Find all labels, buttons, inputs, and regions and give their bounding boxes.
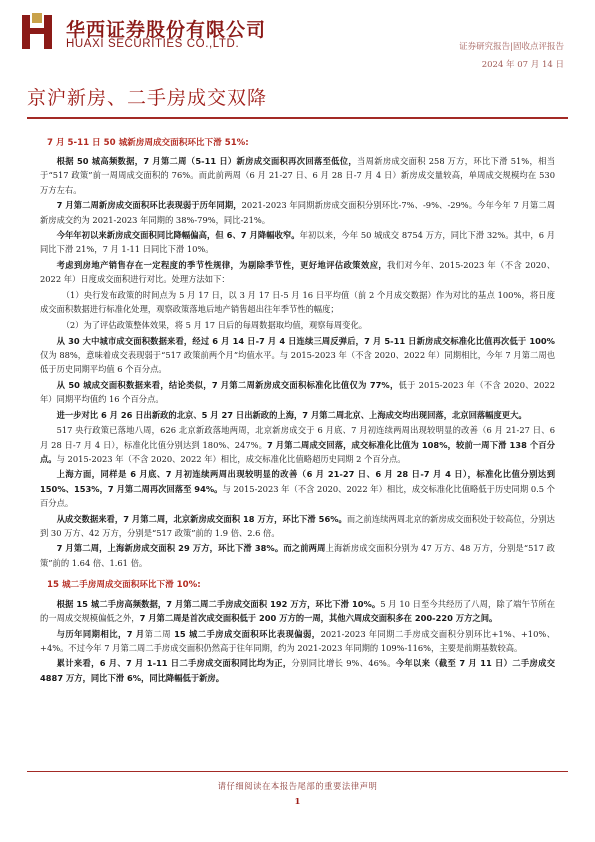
emphasis-text: 7 月第二周是首次成交面积低于 200 万方的一周，其他六周成交面积多在 200-220 万方之间。: [139, 612, 498, 623]
body-text: 与 2015-2023 年（不含 2020、2022 年）相比，成交标准化比值略超历史同期 2 个百分点。: [56, 453, 406, 464]
paragraph: [40, 467, 555, 510]
emphasis-text: 上海方面，同样是 6 月底、7 月初连续两周出现较明显的改善（6 月 21-27 日、6 月 28 日-7 月 4 日），标准化比值分别达到 150%、153%，7 月第二周再次回落至 94%。: [40, 469, 555, 494]
page-title: 京沪新房、二手房成交双降: [27, 87, 268, 109]
paragraph: [40, 656, 555, 684]
report-body: [40, 136, 555, 686]
emphasis-text: 今年年初以来新房成交面积同比降幅偏高，但 6、7 月降幅收窄。: [56, 230, 300, 241]
emphasis-text: 根据 15 城二手房高频数据，7 月第二周二手房成交面积 192 万方，环比下滑 10%。: [56, 598, 381, 609]
paragraph: [40, 198, 555, 226]
emphasis-text: 从 50 城成交面积数据来看，结论类似，7 月第二周新房成交面积标准化比值仅为 77%，: [56, 379, 399, 390]
body-text: 当周新房成交面积 258 万方，环比下滑 51%，相当于“517 政策”前一周周成交面积的 76%。而此前两周（6 月 21-27 日、6 月 28 日-7 月 4 日）新房成交量较高，单周成交规模均在 530 万方左右。: [40, 156, 555, 195]
emphasis-text: 15 城二手房成交面积环比表现偏弱，: [174, 628, 321, 639]
emphasis-text: 进一步对比 6 月 26 日出新政的北京、5 月 27 日出新政的上海，7 月第二周北京、上海成交均出现回落，北京回落幅度更大。: [56, 409, 527, 420]
body-text: （2）为了评估政策整体效果，将 5 月 17 日后的每周数据取均值，观察每周变化。: [61, 319, 368, 330]
page-number: 1: [294, 797, 301, 807]
body-text: （1）央行发布政策的时间点为 5 月 17 日，以 3 月 17 日-5 月 16 日平均值（前 2 个月成交数据）作为对比的基点 100%，将日度成交面积数据进行标准化处理，观察政策落地后地产销售超出往年季节性的幅度；: [40, 290, 555, 315]
body-text: 分别同比增长 9%、46%。: [291, 658, 396, 669]
emphasis-text: 考虑到房地产销售存在一定程度的季节性规律，为剔除季节性，更好地评估政策效应，: [56, 260, 388, 271]
paragraph: [40, 541, 555, 569]
emphasis-text: 7 月第二周，上海新房成交面积 29 万方，环比下滑 38%。而之前两周: [56, 543, 326, 554]
paragraph: [40, 408, 555, 422]
section-gap: [40, 571, 555, 578]
emphasis-text: 从 30 大中城市成交面积数据来看，经过 6 月 14 日-7 月 4 日连续三周反弹后，7 月 5-11 日新房成交标准化比值再次低于 100%: [56, 335, 555, 346]
emphasis-text: 累计来看，6 月、7 月 1-11 日二手房成交面积同比均为正，: [56, 658, 292, 669]
paragraph: [40, 512, 555, 540]
paragraph: [40, 597, 555, 625]
paragraph: [40, 318, 555, 332]
paragraph: [40, 258, 555, 286]
report-type: 证券研究报告|固收点评报告: [459, 42, 564, 52]
section-heading: 7 月 5-11 日 50 城新房周成交面积环比下滑 51%:: [47, 138, 249, 148]
paragraph: [40, 228, 555, 256]
emphasis-text: 根据 50 城高频数据，7 月第二周（5-11 日）新房成交面积再次回落至低位，: [56, 156, 357, 167]
section-heading: 15 城二手房周成交面积环比下滑 10%:: [47, 580, 201, 591]
body-text: 年初以来，今年 50 城成交 8754 万方，同比下滑 32%。其中，6 月同比下滑 21%，7 月 1-11 日同比下滑 10%。: [40, 230, 556, 255]
body-text: 2021-2023 年同期新房成交面积分别环比-7%、-9%、-29%。今年今年 7 月第二周新房成交约为 2021-2023 年同期的 38%-79%，同比-21%。: [40, 200, 555, 225]
paragraph: [40, 288, 555, 316]
emphasis-text: 与历年同期相比，7 月: [56, 628, 145, 639]
title-divider: [27, 117, 568, 119]
emphasis-text: 今年以来（截至 7 月 11 日）二手房成交 4887 万方，同比下滑 6%，同比降幅低于新房。: [40, 658, 555, 683]
footer-divider: [27, 771, 568, 772]
body-text: 与 2015-2023 年（不含 2020、2022 年）相比，成交标准化比值略低于历史同期 0.5 个百分点。: [40, 483, 555, 508]
body-text: 仅为 88%，意味着成交表现弱于“517 政策前两个月”均值水平。与 2015-2023 年（不含 2020、2022 年）同期相比，今年 7 月第二周也低于历史同期平均值 6 个百分点。: [40, 349, 555, 375]
body-text: 低于 2015-2023 年（不含 2020、2022 年）同期平均值约 16 个百分点。: [40, 379, 555, 404]
emphasis-text: 7 月第二周成交回落，成交标准化比值为 108%，较前一周下滑 138 个百分点。: [40, 439, 555, 464]
huaxi-logo-icon: [22, 13, 52, 49]
brand-name-cn: 华西证券股份有限公司: [66, 19, 267, 41]
body-text: 2021-2023 年同期二手房成交面积分别环比+1%、+10%、+4%。不过今年 7 月第二周二手房成交面积仍然高于往年同期，约为 2021-2023 年同期的 109%-116%，主要是前期基数较高。: [40, 628, 556, 653]
emphasis-text: 7 月第二周新房成交面积环比表现弱于历年同期，: [56, 200, 242, 211]
body-text: 517 央行政策已落地八周，626 北京新政落地两周，北京新房成交于 6 月底、7 月初连续两周出现较明显的改善（6 月 21-27 日、6 月 28 日-7 月 4 日），标准化比值分别达到 180%、247%。: [40, 425, 555, 450]
body-text: 上海新房成交面积分别为 47 万方、48 万方，分别是“517 政策”前的 1.64 倍、1.61 倍。: [40, 543, 555, 568]
report-date: 2024 年 07 月 14 日: [481, 60, 564, 70]
emphasis-text: 从成交数据来看，7 月第二周，北京新房成交面积 18 万方，环比下滑 56%。: [56, 513, 347, 524]
paragraph: [40, 154, 555, 197]
legal-disclaimer: 请仔细阅读在本报告尾部的重要法律声明: [217, 781, 378, 791]
brand-name-en: HUAXI SECURITIES CO.,LTD.: [66, 38, 240, 50]
body-text: 第二周: [144, 628, 175, 639]
paragraph: [40, 627, 555, 655]
paragraph: [40, 423, 555, 466]
paragraph: [40, 378, 555, 406]
body-text: 我们对今年、2015-2023 年（不含 2020、2022 年）日度成交面积进行对比。处理方法如下：: [40, 260, 555, 285]
body-text: 5 月 10 日至今共经历了八周，除了端午节所在的一周成交规模偏低之外，: [40, 598, 555, 623]
body-text: 而之前连续两周北京的新房成交面积处于较高位，分别达到 30 万方、42 万方，分别是“517 政策”前的 1.9 倍、2.6 倍。: [40, 513, 555, 538]
paragraph: [40, 334, 555, 377]
